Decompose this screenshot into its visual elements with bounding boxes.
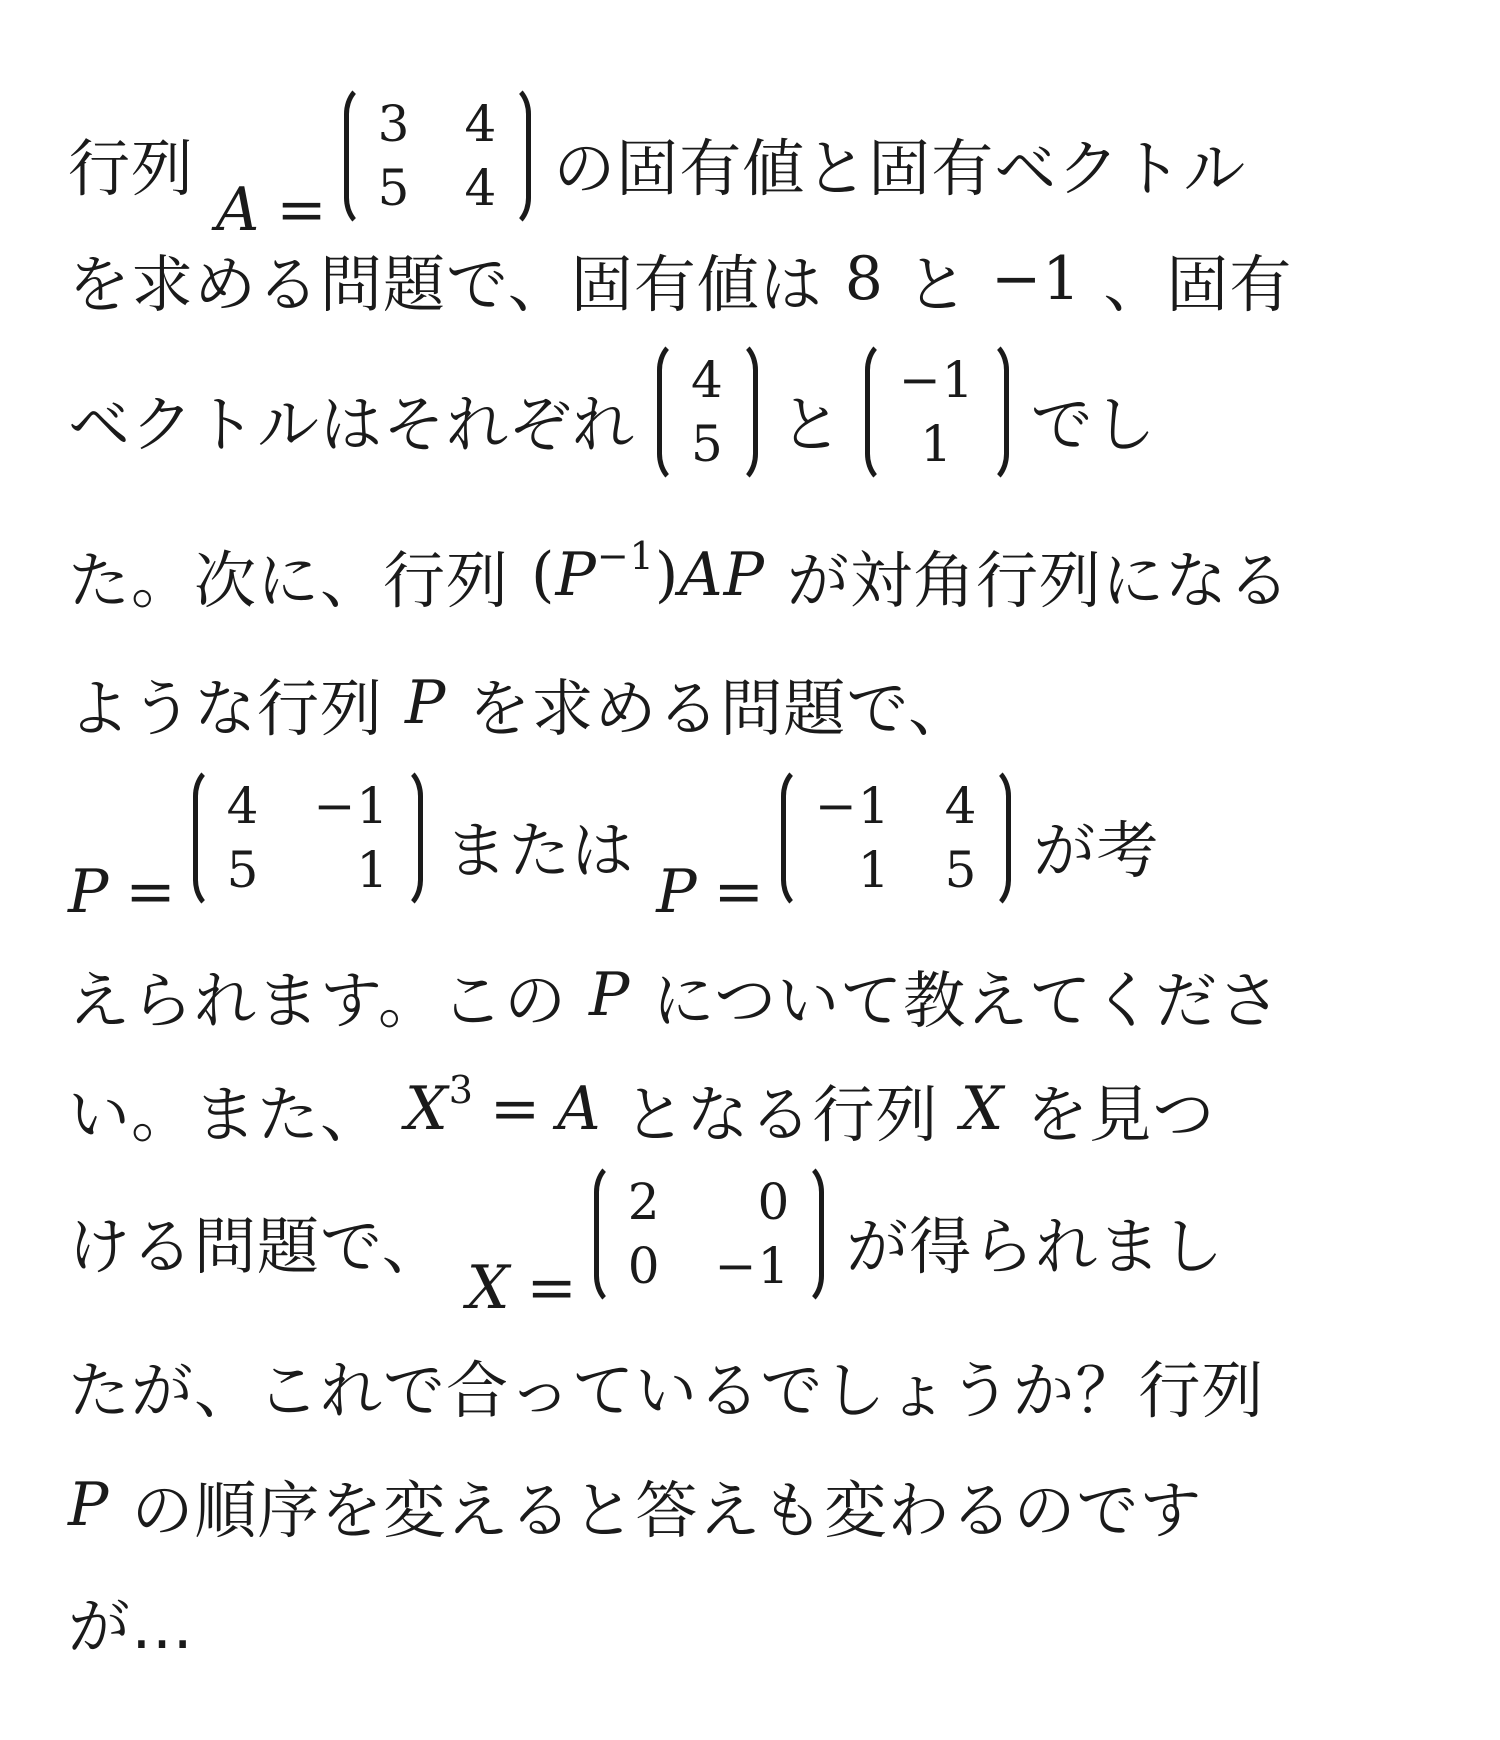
matrix-cell: 2 <box>627 1172 661 1231</box>
math-P2-definition <box>656 764 1011 927</box>
text: ような行列 <box>68 671 384 745</box>
left-paren <box>594 1160 620 1308</box>
right-paren <box>505 82 531 230</box>
text: を求める問題で、固有値は <box>68 247 823 321</box>
right-paren <box>798 1160 824 1308</box>
matrix-cell: 3 <box>377 94 411 153</box>
line-2 <box>68 234 1460 324</box>
matrix-cell: 1 <box>356 840 390 899</box>
exponent: −1 <box>596 534 655 578</box>
eigenvalue-2 <box>991 244 1081 314</box>
matrix-P2-cells <box>807 774 986 902</box>
equals: = <box>125 856 177 927</box>
matrix-P1 <box>193 764 424 912</box>
text: が得られまし <box>846 1209 1225 1283</box>
text: の順序を変えると答えも変わるのです <box>131 1473 1203 1547</box>
text: い。また、 <box>68 1077 384 1151</box>
matrix-cell: 4 <box>944 776 978 835</box>
var-X: X <box>405 1074 449 1144</box>
number: 8 <box>844 244 884 314</box>
open-paren: ( <box>531 540 556 610</box>
vector-1 <box>657 338 758 486</box>
equals: = <box>713 856 765 927</box>
text: えられます。この <box>68 963 568 1037</box>
line-1 <box>68 88 1460 245</box>
matrix-P2 <box>781 764 1012 912</box>
line-11 <box>68 1460 1460 1550</box>
matrix-cell: 5 <box>944 840 978 899</box>
matrix-cell: 1 <box>857 840 891 899</box>
var-P: P <box>656 856 698 927</box>
matrix-cell: 4 <box>226 776 260 835</box>
matrix-cell: 0 <box>627 1236 661 1295</box>
right-paren <box>983 338 1009 486</box>
matrix-cell: 5 <box>377 158 411 217</box>
text: 、固有 <box>1103 247 1293 321</box>
text: でし <box>1030 387 1157 461</box>
left-paren <box>781 764 807 912</box>
var-A: A <box>557 1074 602 1144</box>
vector-1-cells <box>683 348 732 476</box>
matrix-cell: 4 <box>464 94 498 153</box>
var-P: P <box>555 540 597 610</box>
text: の固有値と固有ベクトル <box>553 131 1247 205</box>
text: たが、これで合っているでしょうか？行列 <box>68 1353 1265 1427</box>
text: た。次に、行列 <box>68 543 510 617</box>
text: が… <box>68 1589 195 1663</box>
text: について教えてくださ <box>652 963 1282 1037</box>
left-paren <box>657 338 683 486</box>
eigenvector-1 <box>657 338 758 501</box>
vector-cell: 5 <box>691 414 724 473</box>
text: が考 <box>1033 813 1160 887</box>
matrix-X-cells <box>620 1170 799 1298</box>
line-9 <box>68 1166 1460 1323</box>
var-P: P <box>68 856 110 927</box>
line-6 <box>68 770 1460 927</box>
equals: = <box>489 1074 542 1144</box>
equals: = <box>526 1252 578 1323</box>
vector-cell: 1 <box>920 414 954 473</box>
text: と <box>779 387 843 461</box>
text: ける問題で、 <box>68 1209 445 1283</box>
matrix-cell: −1 <box>814 776 891 835</box>
matrix-A-cells <box>370 92 506 220</box>
eigenvalue-1 <box>845 244 884 314</box>
eigenvector-2 <box>865 338 1009 501</box>
matrix-A <box>344 82 532 230</box>
close-paren: ) <box>654 540 680 610</box>
equals: = <box>276 174 328 245</box>
equation-X-cubed <box>405 1068 602 1144</box>
right-paren <box>397 764 423 912</box>
text: または <box>445 813 635 887</box>
line-5 <box>68 658 1460 748</box>
line-4 <box>68 530 1460 620</box>
matrix-cell: 4 <box>464 158 498 217</box>
text: 行列 <box>68 131 195 205</box>
var-P: P <box>405 668 447 738</box>
matrix-cell: −1 <box>313 776 390 835</box>
text: が対角行列になる <box>786 543 1291 617</box>
text: を見つ <box>1026 1077 1216 1151</box>
matrix-P1-cells <box>219 774 398 902</box>
text: と <box>905 247 969 321</box>
right-paren <box>732 338 758 486</box>
math-A-definition <box>216 82 531 245</box>
right-paren <box>985 764 1011 912</box>
line-8 <box>68 1064 1460 1154</box>
number: −1 <box>990 244 1082 314</box>
text: を求める問題で、 <box>468 671 972 745</box>
matrix-cell: 5 <box>226 840 260 899</box>
math-P1-definition <box>68 764 423 927</box>
vector-cell: −1 <box>898 350 975 409</box>
vector-2-cells <box>891 348 983 476</box>
text: となる行列 <box>623 1077 939 1151</box>
matrix-cell: 0 <box>757 1172 791 1231</box>
matrix-X <box>594 1160 825 1308</box>
var-A: A <box>216 174 261 245</box>
vector-cell: 4 <box>691 350 724 409</box>
text: ベクトルはそれぞれ <box>68 387 636 461</box>
line-7 <box>68 950 1460 1040</box>
var-P: P <box>589 960 631 1030</box>
math-X-definition <box>467 1160 825 1323</box>
left-paren <box>865 338 891 486</box>
var-X: X <box>466 1252 511 1323</box>
line-10 <box>68 1340 1460 1430</box>
left-paren <box>344 82 370 230</box>
expression-PinvAP <box>531 534 765 610</box>
line-3 <box>68 344 1460 494</box>
matrix-cell: −1 <box>714 1236 791 1295</box>
exponent: 3 <box>448 1068 474 1112</box>
vector-2 <box>865 338 1009 486</box>
var-AP: AP <box>679 540 765 610</box>
line-12 <box>68 1576 1460 1666</box>
var-X: X <box>960 1074 1005 1144</box>
var-P: P <box>68 1470 110 1540</box>
left-paren <box>193 764 219 912</box>
